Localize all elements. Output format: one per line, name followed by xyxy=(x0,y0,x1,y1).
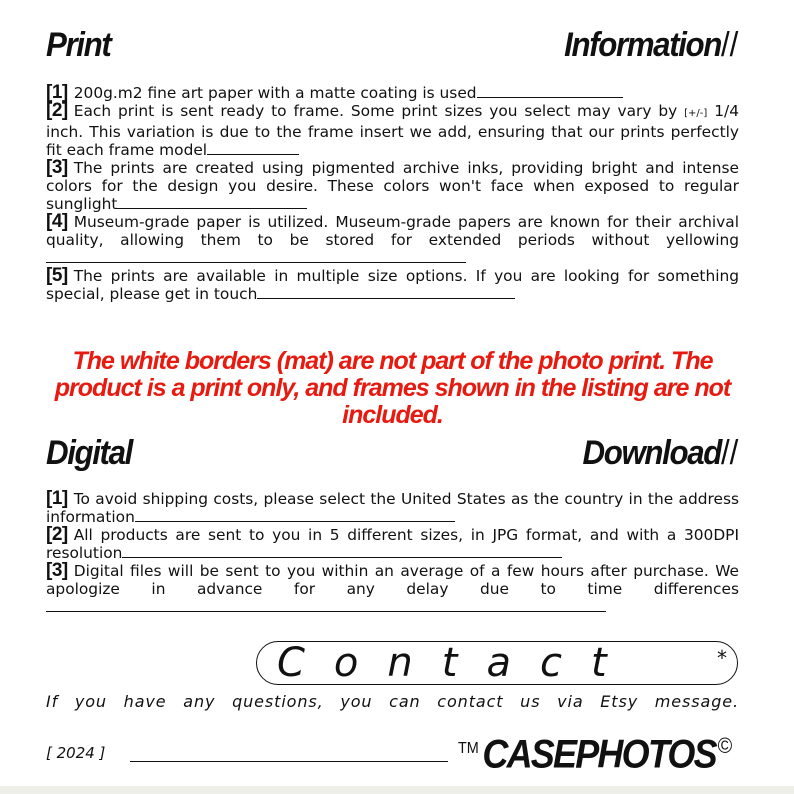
print-heading-slash: // xyxy=(720,26,738,64)
item-number: [3] xyxy=(46,157,68,178)
item-number: [2] xyxy=(46,100,68,121)
item-text: The prints are available in multiple size options. If you are looking for something special, please get in touch xyxy=(46,267,739,303)
digital-heading-right-text: Download xyxy=(582,434,721,472)
asterisk-icon: * xyxy=(717,646,727,670)
notice-text: The white borders (mat) are not part of the photo print. The product is a print only, and frames shown in the listing are not included. xyxy=(54,347,731,429)
print-item xyxy=(46,267,739,303)
digital-heading-right xyxy=(582,436,738,470)
fill-line xyxy=(46,598,606,612)
tolerance-text: [+/-] xyxy=(684,108,708,119)
print-item xyxy=(46,84,739,102)
print-item xyxy=(46,213,739,267)
digital-item xyxy=(46,490,739,526)
item-number: [2] xyxy=(46,524,68,545)
item-text: Each print is sent ready to frame. Some print sizes you select may vary by xyxy=(73,102,685,120)
contact-label: Contact xyxy=(277,640,636,686)
print-item xyxy=(46,159,739,213)
footer-divider xyxy=(130,761,448,762)
item-number: [3] xyxy=(46,560,68,581)
contact-badge xyxy=(256,641,738,685)
contact-info-text: If you have any questions, you can contact us via Etsy message. xyxy=(46,692,739,711)
fill-line xyxy=(46,249,466,263)
print-item-list xyxy=(46,84,739,303)
item-text: 200g.m2 fine art paper with a matte coating is used xyxy=(73,84,477,102)
fill-line xyxy=(257,285,515,299)
item-text: Digital files will be sent to you within an average of a few hours after purchase. We apologize in advance for any delay due to time differences xyxy=(46,562,739,598)
fill-line xyxy=(477,84,623,98)
print-heading-right xyxy=(564,28,738,62)
digital-item xyxy=(46,562,739,616)
fill-line xyxy=(117,195,307,209)
digital-item xyxy=(46,526,739,562)
item-number: [4] xyxy=(46,211,68,232)
brand-logo xyxy=(458,724,732,776)
year-label: [ 2024 ] xyxy=(46,744,106,762)
item-text: 1/4 inch. This variation is due to the frame insert we add, ensuring that our prints perfectly fit each frame model xyxy=(46,102,739,159)
fill-line xyxy=(122,544,562,558)
bottom-strip xyxy=(0,786,794,794)
fill-line xyxy=(207,141,299,155)
print-item xyxy=(46,102,739,159)
item-number: [1] xyxy=(46,82,68,103)
item-text: Museum-grade paper is utilized. Museum-grade papers are known for their archival quality, allowing them to be stored for extended periods without yellowing xyxy=(46,213,739,249)
item-text: The prints are created using pigmented archive inks, providing bright and intense colors for the design you desire. These colors won't face when exposed to regular sunglight xyxy=(46,159,739,213)
item-number: [1] xyxy=(46,488,68,509)
item-number: [5] xyxy=(46,265,68,286)
brand-name: CASEPHOTOS xyxy=(482,732,716,777)
item-text: To avoid shipping costs, please select the United States as the country in the address information xyxy=(46,490,739,526)
digital-item-list xyxy=(46,490,739,616)
print-heading-left: Print xyxy=(46,26,111,64)
print-heading-right-text: Information xyxy=(563,26,721,64)
fill-line xyxy=(135,508,455,522)
copyright-icon: © xyxy=(717,733,733,758)
item-text: All products are sent to you in 5 different sizes, in JPG format, and with a 300DPI resolution xyxy=(46,526,739,562)
trademark-mark: TM xyxy=(458,740,479,757)
digital-heading-slash: // xyxy=(720,434,738,472)
digital-heading-left: Digital xyxy=(46,434,132,472)
